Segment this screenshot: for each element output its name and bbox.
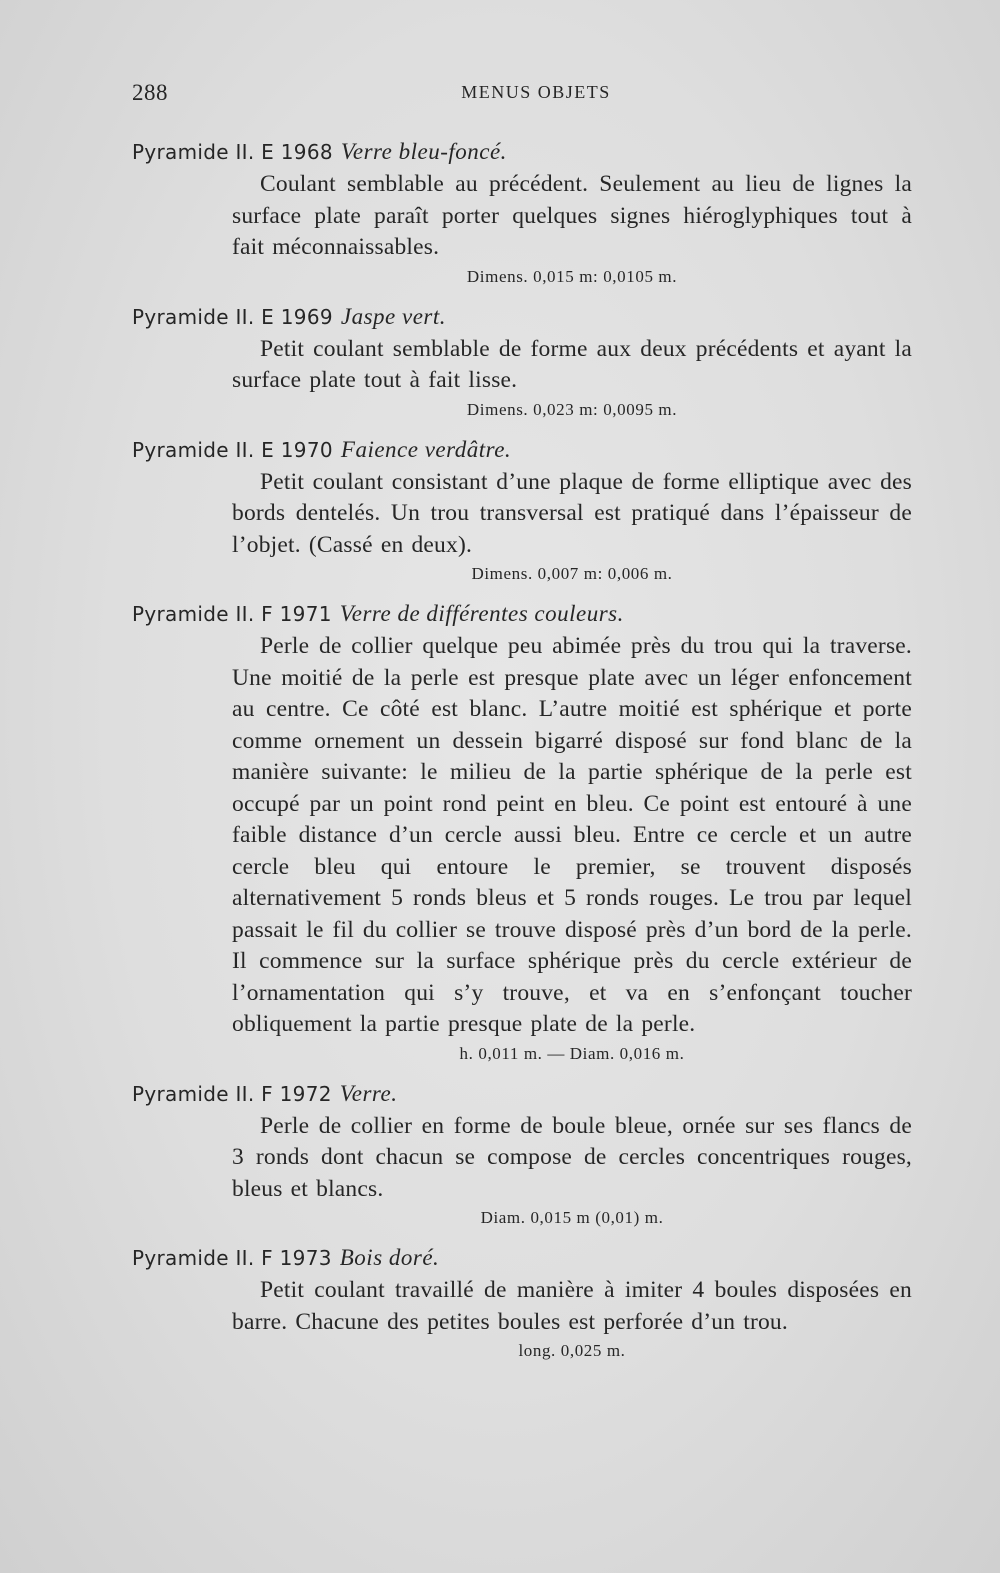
entry-description: Perle de collier quelque peu abimée près du trou qui la traverse. Une moitié de la perle est presque plate avec un léger enfoncement au centre. Ce côté est blanc. L’autre moitié est sphérique et porte comme ornement un dessein bigarré disposé sur fond blanc de la manière suivante: le milieu de la partie sphérique de la perle est occupé par un point rond peint en bleu. Ce point est entouré à une faible distance d’un cercle aussi bleu. Entre ce cercle et un autre cercle bleu qui entoure le premier, se trouvent disposés alternativement 5 ronds bleus et 5 ronds rouges. Le trou par lequel passait le fil du collier se trouve disposé près d’un bord de la perle. Il commence sur la surface sphérique près du cercle extérieur de l’ornamentation qui s’y trouve, et va en s’enfonçant toucher obliquement la partie presque plate de la perle. xyxy=(232,633,912,1037)
entry-material: Verre. xyxy=(339,1080,398,1106)
catalogue-entry xyxy=(132,598,912,1067)
entry-heading xyxy=(132,1078,912,1111)
catalogue-entry xyxy=(132,1242,912,1364)
entry-material: Faience verdâtre. xyxy=(340,436,512,462)
entry-description: Perle de collier en forme de boule bleue, ornée sur ses flancs de 3 ronds dont chacun se compose de cercles concentriques rouges, bleus et blancs. xyxy=(232,1112,912,1202)
entry-dimensions: Diam. 0,015 m (0,01) m. xyxy=(480,1208,664,1227)
entry-id: Pyramide II. E 1970 xyxy=(132,437,333,462)
entry-description: Coulant semblable au précédent. Seulement au lieu de lignes la surface plate paraît porter quelques signes hiéroglyphiques tout à fait méconnaissables. xyxy=(232,171,912,260)
catalogue-entry xyxy=(132,434,912,588)
entry-id: Pyramide II. F 1972 xyxy=(132,1081,332,1106)
entry-heading xyxy=(132,434,912,467)
running-title: MENUS OBJETS xyxy=(461,82,611,102)
catalogue-entry xyxy=(132,136,912,290)
entry-heading xyxy=(132,1242,912,1275)
catalogue-entry xyxy=(132,1078,912,1232)
catalogue-entries xyxy=(132,136,912,1375)
entry-description: Petit coulant consistant d’une plaque de forme elliptique avec des bords dentelés. Un trou transversal est pratiqué dans l’épaisseur de l’objet. (Cassé en deux). xyxy=(232,468,912,558)
entry-dimensions: h. 0,011 m. — Diam. 0,016 m. xyxy=(459,1043,685,1063)
entry-id: Pyramide II. E 1969 xyxy=(132,304,333,329)
entry-material: Verre de différentes couleurs. xyxy=(339,601,624,626)
entry-id: Pyramide II. F 1971 xyxy=(132,602,332,626)
entry-id: Pyramide II. E 1968 xyxy=(132,140,333,164)
entry-heading xyxy=(132,301,912,334)
entry-description: Petit coulant travaillé de manière à imiter 4 boules disposées en barre. Chacune des petites boules est perforée d’un trou. xyxy=(232,1277,912,1335)
entry-material: Bois doré. xyxy=(339,1245,440,1270)
entry-heading xyxy=(132,136,912,169)
entry-material: Jaspe vert. xyxy=(340,303,447,329)
entry-dimensions: long. 0,025 m. xyxy=(518,1341,626,1360)
entry-id: Pyramide II. F 1973 xyxy=(132,1246,332,1270)
entry-dimensions: Dimens. 0,015 m: 0,0105 m. xyxy=(466,266,678,286)
entry-description: Petit coulant semblable de forme aux deux précédents et ayant la surface plate tout à fait lisse. xyxy=(232,335,912,393)
entry-heading xyxy=(132,598,912,631)
page-number: 288 xyxy=(132,80,168,105)
entry-dimensions: Dimens. 0,007 m: 0,006 m. xyxy=(471,564,673,583)
catalogue-entry xyxy=(132,301,912,423)
entry-dimensions: Dimens. 0,023 m: 0,0095 m. xyxy=(466,399,678,419)
entry-material: Verre bleu-foncé. xyxy=(340,139,507,164)
page-header xyxy=(132,80,940,112)
